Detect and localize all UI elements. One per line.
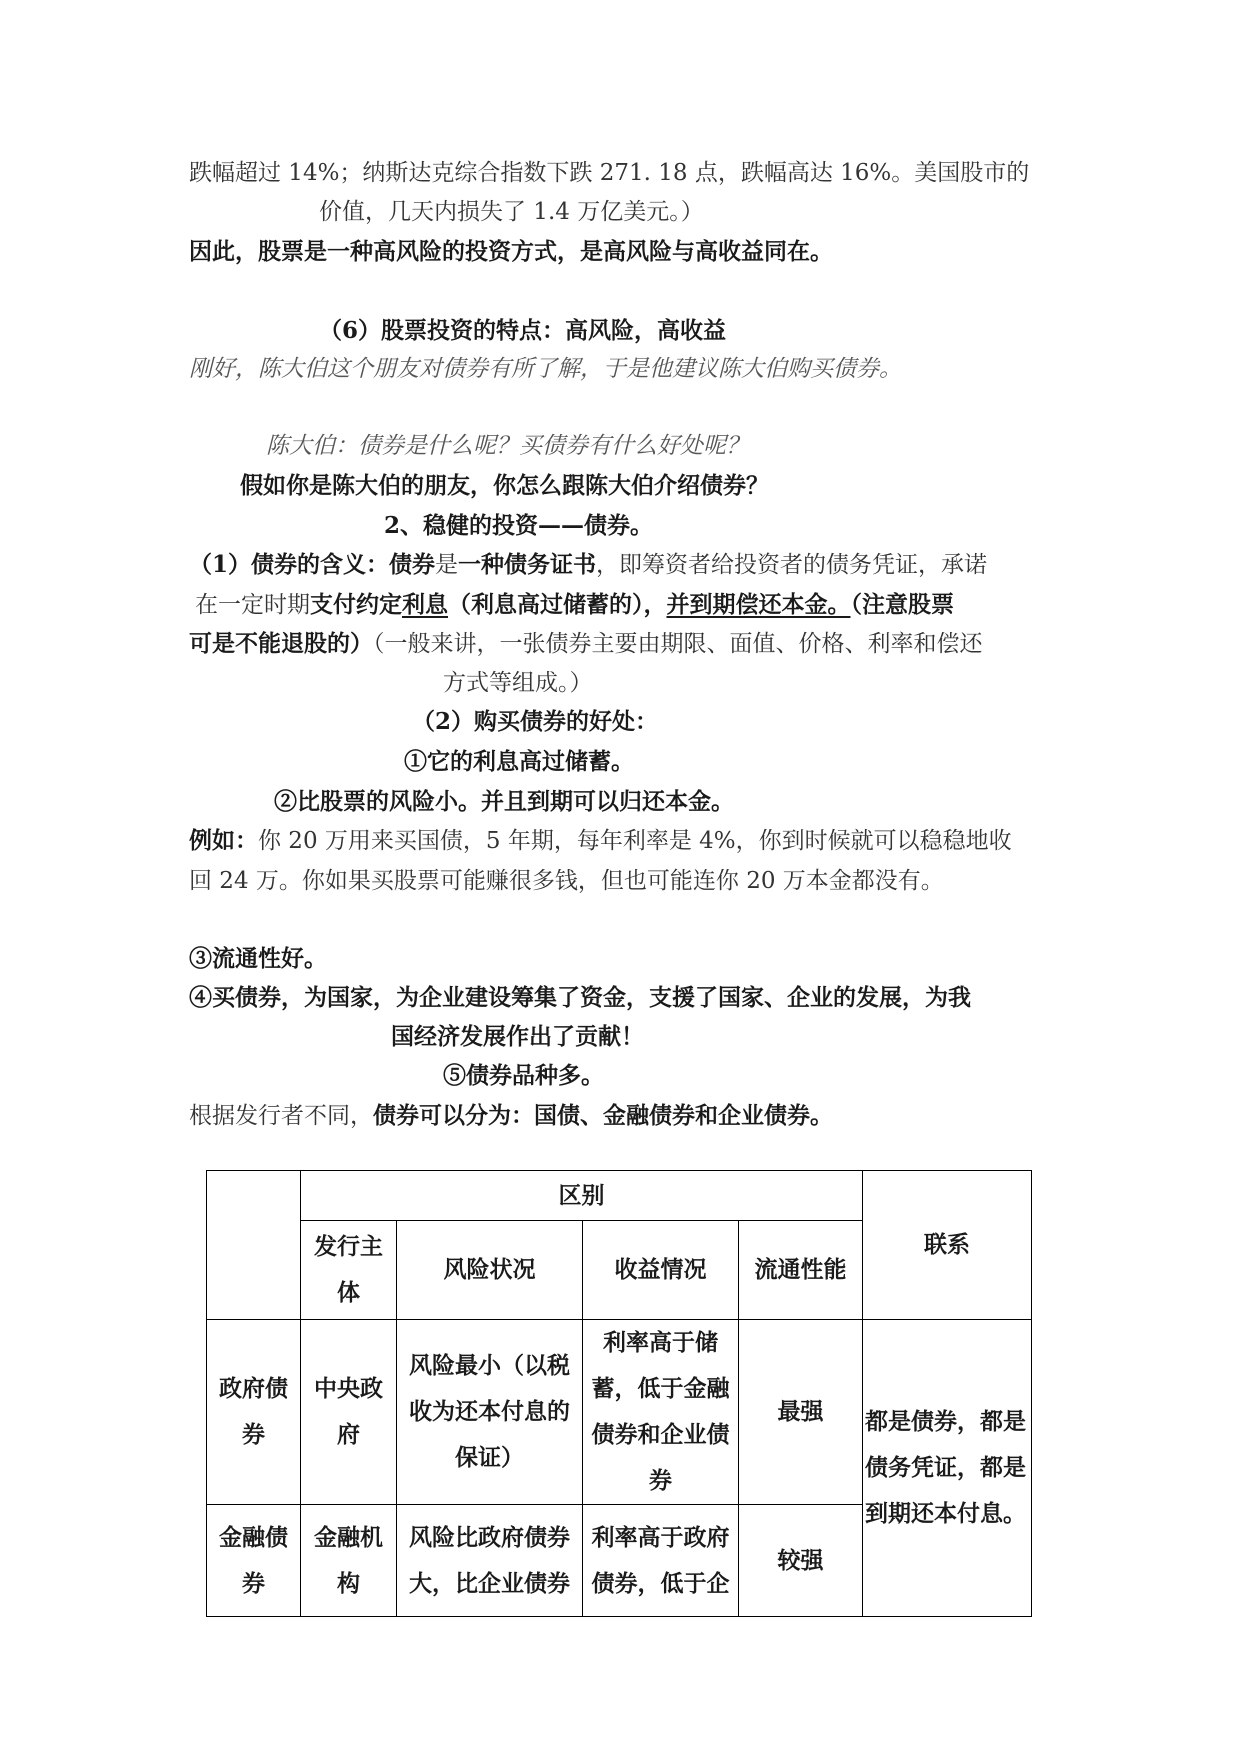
classification-line	[189, 1097, 833, 1135]
table-cell: 金融债券	[207, 1505, 301, 1617]
definition-label: （1）债券的含义：债券	[189, 551, 436, 578]
table-row	[207, 1320, 1032, 1505]
text-line-3: 因此，股票是一种高风险的投资方式，是高风险与高收益同在。	[189, 238, 833, 265]
benefit-2: ②比股票的风险小。并且到期可以归还本金。	[274, 788, 734, 815]
text-fragment: 支付约定	[310, 591, 402, 618]
column-header-cell: 风险状况	[397, 1221, 583, 1320]
benefit-5: ⑤债券品种多。	[443, 1062, 604, 1089]
definition-line-2	[195, 586, 954, 624]
text-fragment: ，即筹资者给投资者的债务凭证，承诺	[596, 552, 988, 578]
table-cell: 较强	[739, 1505, 863, 1617]
text-fragment: 可是不能退股的）	[189, 630, 373, 657]
benefits-heading: （2）购买债券的好处：	[412, 708, 659, 735]
text-fragment: （注意股票	[850, 591, 954, 618]
text-fragment: （利息高过储蓄的），	[448, 591, 667, 618]
question-line: 假如你是陈大伯的朋友，你怎么跟陈大伯介绍债券？	[240, 472, 769, 499]
text-fragment: 债券可以分为：国债、金融债券和企业债券。	[373, 1102, 833, 1129]
benefit-3: ③流通性好。	[189, 945, 327, 972]
definition-line-1	[189, 546, 987, 584]
section-heading-6: （6）股票投资的特点：高风险，高收益	[319, 317, 727, 344]
example-line-1	[189, 822, 1012, 860]
table-cell: 利率高于储蓄，低于金融债券和企业债券	[583, 1320, 739, 1505]
underlined-term: 并到期偿还本金。	[666, 591, 851, 618]
column-header-cell: 收益情况	[583, 1221, 739, 1320]
table-cell: 风险最小（以税收为还本付息的保证）	[397, 1320, 583, 1505]
benefit-4-cont: 国经济发展作出了贡献！	[391, 1023, 644, 1050]
text-line-6: 陈大伯：债券是什么呢？买债券有什么好处呢？	[266, 433, 749, 459]
column-header-cell: 发行主体	[301, 1221, 397, 1320]
text-line-1: 跌幅超过 14%；纳斯达克综合指数下跌 271. 18 点，跌幅高达 16%。美国股市的	[189, 160, 1030, 186]
table-corner-cell	[207, 1171, 301, 1320]
definition-line-4: 方式等组成。）	[443, 670, 593, 696]
section-heading-2: 2、稳健的投资——债券。	[384, 512, 654, 539]
text-fragment: （一般来讲，一张债券主要由期限、面值、价格、利率和偿还	[373, 631, 983, 657]
table-cell: 政府债券	[207, 1320, 301, 1505]
benefit-1: ①它的利息高过储蓄。	[404, 748, 634, 775]
table-cell: 中央政府	[301, 1320, 397, 1505]
text-fragment: 是	[435, 552, 459, 578]
example-label: 例如：	[189, 827, 258, 854]
text-fragment: 你 20 万用来买国债，5 年期，每年利率是 4%，你到时候就可以稳稳地收	[258, 828, 1012, 854]
table-cell: 最强	[739, 1320, 863, 1505]
benefit-4: ④买债券，为国家，为企业建设筹集了资金，支援了国家、企业的发展，为我	[189, 984, 971, 1011]
text-line-2: 价值，几天内损失了 1.4 万亿美元。）	[319, 199, 704, 225]
table-row	[207, 1171, 1032, 1221]
table-cell: 金融机构	[301, 1505, 397, 1617]
bond-comparison-table	[206, 1170, 1032, 1617]
column-header-cell: 流通性能	[739, 1221, 863, 1320]
text-line-5: 刚好，陈大伯这个朋友对债券有所了解，于是他建议陈大伯购买债券。	[189, 356, 902, 382]
group-header-cell: 区别	[301, 1171, 863, 1221]
text-fragment: 一种债务证书	[458, 551, 597, 578]
underlined-term: 利息	[402, 591, 448, 618]
example-line-2: 回 24 万。你如果买股票可能赚很多钱，但也可能连你 20 万本金都没有。	[189, 868, 944, 894]
text-fragment: 在一定时期	[195, 592, 310, 618]
table-cell: 利率高于政府债券，低于企	[583, 1505, 739, 1617]
table-cell: 风险比政府债券大，比企业债券	[397, 1505, 583, 1617]
relation-cell: 都是债券，都是债务凭证，都是到期还本付息。	[863, 1320, 1032, 1617]
relation-header-cell: 联系	[863, 1171, 1032, 1320]
text-fragment: 根据发行者不同，	[189, 1103, 373, 1129]
definition-line-3	[189, 625, 983, 663]
